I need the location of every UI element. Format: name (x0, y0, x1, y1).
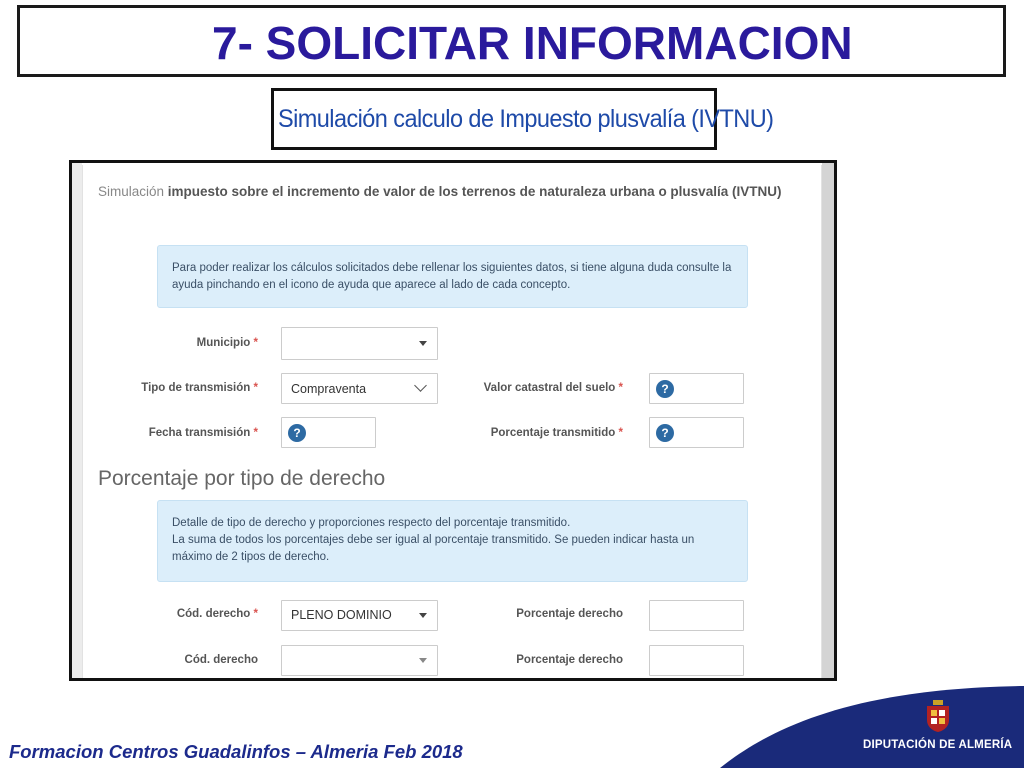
cod-derecho-2-label: Cód. derecho (184, 654, 258, 666)
form-heading (98, 183, 813, 200)
info-alert-tipo-derecho (157, 500, 748, 582)
diputacion-logo-text: DIPUTACIÓN DE ALMERÍA (863, 739, 1013, 751)
cod-derecho-1-select-value: PLENO DOMINIO (291, 608, 392, 622)
tipo-transmision-select-value: Compraventa (291, 382, 367, 396)
slide-subtitle-box (271, 88, 774, 150)
valor-catastral-input[interactable] (649, 373, 744, 404)
page-scrollbar-track[interactable] (822, 163, 834, 678)
logo-wave-shape (720, 680, 1024, 768)
form-heading-light: Simulación (98, 184, 165, 199)
caret-down-icon (419, 658, 427, 663)
tipo-transmision-label: Tipo de transmisión * (141, 382, 258, 394)
porcentaje-transmitido-input[interactable] (649, 417, 744, 448)
slide-footer: Formacion Centros Guadalinfos – Almeria Feb 2018 (9, 741, 463, 762)
info2-line2: La suma de todos los porcentajes debe ser igual al porcentaje transmitido. Se pueden indicar hasta un máximo de 2 tipos de derecho. (172, 534, 695, 563)
porcentaje-transmitido-label: Porcentaje transmitido * (490, 427, 623, 439)
slide-subtitle: Simulación calculo de Impuesto plusvalía (IVTNU) (278, 105, 774, 133)
cod-derecho-2-select[interactable] (281, 645, 438, 676)
porcentaje-derecho-1-input[interactable] (649, 600, 744, 631)
porcentaje-derecho-2-input[interactable] (649, 645, 744, 676)
page-margin-left (72, 163, 82, 678)
info2-line1: Detalle de tipo de derecho y proporciones respecto del porcentaje transmitido. (172, 517, 571, 529)
chevron-down-icon (414, 379, 427, 392)
form-screenshot-frame (69, 160, 837, 681)
cod-derecho-1-select[interactable] (281, 600, 438, 631)
slide-title: 7- SOLICITAR INFORMACION (212, 17, 853, 69)
info-alert-required-data: Para poder realizar los cálculos solicitados debe rellenar los siguientes datos, si tiene alguna duda consulte la ayuda pinchando en el icono de ayuda que aparece al lado de cada concepto. (157, 245, 748, 308)
caret-down-icon (419, 341, 427, 346)
form-heading-bold: impuesto sobre el incremento de valor de los terrenos de naturaleza urbana o plusvalía (IVTNU) (167, 184, 782, 199)
help-icon[interactable]: ? (656, 380, 674, 398)
simulation-form (82, 165, 822, 678)
porcentaje-derecho-1-label: Porcentaje derecho (516, 608, 623, 620)
help-icon[interactable]: ? (288, 424, 306, 442)
fecha-transmision-label: Fecha transmisión * (148, 427, 258, 439)
help-icon[interactable]: ? (656, 424, 674, 442)
valor-catastral-label: Valor catastral del suelo * (483, 382, 623, 394)
section-heading-porcentaje: Porcentaje por tipo de derecho (98, 467, 386, 490)
caret-down-icon (419, 613, 427, 618)
cod-derecho-1-label: Cód. derecho * (176, 608, 258, 620)
tipo-transmision-select[interactable] (281, 373, 438, 404)
porcentaje-derecho-2-label: Porcentaje derecho (516, 654, 623, 666)
municipio-label: Municipio * (196, 337, 258, 349)
slide-title-box (17, 5, 1006, 77)
coat-of-arms-icon (925, 700, 951, 732)
municipio-select[interactable] (281, 327, 438, 360)
fecha-transmision-input[interactable] (281, 417, 376, 448)
